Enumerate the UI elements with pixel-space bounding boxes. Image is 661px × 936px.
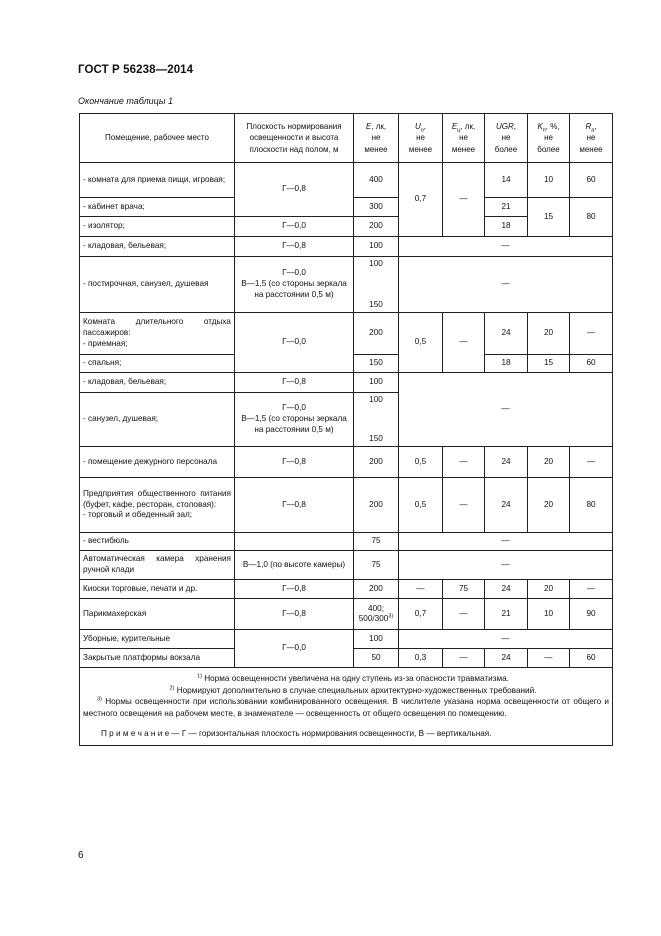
plane-cell xyxy=(235,393,354,447)
e-cell: 200 xyxy=(354,478,399,533)
plane-horizontal: Г—0,0 xyxy=(282,268,306,278)
merged-dash-cell: — xyxy=(399,630,613,649)
ra-cell: 80 xyxy=(570,198,613,237)
e-cell: 200 xyxy=(354,217,399,237)
ecz-cell: — xyxy=(443,447,485,478)
e-value-horizontal: 100 xyxy=(369,394,383,404)
footnote-ref: 3) xyxy=(388,613,394,620)
table-row xyxy=(80,373,613,393)
row-name: - кладовая, бельевая; xyxy=(80,373,235,393)
group-sub-item: - торговый и обеденный зал; xyxy=(83,510,193,520)
ugr-cell: 14 xyxy=(485,163,528,198)
e-cell: 100 xyxy=(354,630,399,649)
e-cell: 400 xyxy=(354,163,399,198)
row-name xyxy=(80,313,235,355)
ugr-cell: 21 xyxy=(485,599,528,630)
row-name: - кабинет врача; xyxy=(80,198,235,217)
e-value-vertical: 150 xyxy=(369,433,383,443)
table-caption: Окончание таблицы 1 xyxy=(78,96,173,106)
plane-cell: Г—0,8 xyxy=(235,478,354,533)
kp-cell: 20 xyxy=(528,447,570,478)
ra-cell: 90 xyxy=(570,599,613,630)
plane-cell: Г—0,8 xyxy=(235,373,354,393)
col-ra-header: $R_а$, не менее xyxy=(570,114,613,163)
illumination-norms-table xyxy=(79,113,613,746)
plane-cell: Г—0,0 xyxy=(235,313,354,373)
row-name: Автоматическая камера хранения ручной клади xyxy=(80,551,235,580)
e-cell: 200 xyxy=(354,313,399,355)
kp-cell: — xyxy=(528,649,570,668)
plane-cell: Г—0,8 xyxy=(235,580,354,599)
row-name: Уборные, курительные xyxy=(80,630,235,649)
e-value: 400; 500/300 xyxy=(358,603,389,623)
kp-cell: 15 xyxy=(528,198,570,237)
e-value-horizontal: 100 xyxy=(369,258,383,268)
merged-dash-cell: — xyxy=(399,237,613,257)
plane-vertical: В—1,5 (со стороны зеркала на расстоянии 0,5 м) xyxy=(241,279,347,299)
footnote-mark: 1) xyxy=(197,673,202,680)
merged-dash-cell: — xyxy=(399,533,613,551)
ecz-cell: — xyxy=(443,478,485,533)
uo-cell: 0,5 xyxy=(399,478,443,533)
row-name: Парикмахерская xyxy=(80,599,235,630)
plane-cell: Г—0,8 xyxy=(235,447,354,478)
note-label: П р и м е ч а н и е — xyxy=(101,729,180,739)
table-row xyxy=(80,237,613,257)
group-heading: Комната длительного отдыха пассажиров: xyxy=(83,317,231,338)
ecz-cell: — xyxy=(443,313,485,373)
ra-cell: 80 xyxy=(570,478,613,533)
ecz-cell: — xyxy=(443,599,485,630)
group-sub-item: - приемная; xyxy=(83,338,128,348)
ugr-cell: 21 xyxy=(485,198,528,217)
group-heading: Предприятия общественного питания (буфет, кафе, ресторан, столовая): xyxy=(83,488,231,509)
e-cell: 75 xyxy=(354,533,399,551)
table-note xyxy=(83,728,609,739)
e-cell: 200 xyxy=(354,580,399,599)
table-row xyxy=(80,313,613,355)
ugr-cell: 24 xyxy=(485,580,528,599)
merged-dash-cell: — xyxy=(399,373,613,447)
col-plane-header: Плоскость нормирования освещенности и высота плоскости над полом, м xyxy=(235,114,354,163)
row-name: - спальня; xyxy=(80,355,235,373)
e-cell: 200 xyxy=(354,447,399,478)
row-name: Закрытые платформы вокзала xyxy=(80,649,235,668)
e-cell: 100 xyxy=(354,373,399,393)
col-ugr-header: UGR, не более xyxy=(485,114,528,163)
col-room-header: Помещение, рабочее место xyxy=(80,114,235,163)
ra-cell: 60 xyxy=(570,649,613,668)
footnote-mark: 3) xyxy=(97,696,102,703)
table-row xyxy=(80,163,613,198)
footnote-2: $^{2)}$ Нормируют дополнительно в случае специальных архитектурно-художественных требований. xyxy=(169,685,537,695)
plane-cell xyxy=(235,533,354,551)
table-row xyxy=(80,478,613,533)
plane-cell: Г—0,8 xyxy=(235,599,354,630)
ugr-cell: 24 xyxy=(485,447,528,478)
kp-cell: 20 xyxy=(528,580,570,599)
row-name: - комната для приема пищи, игровая; xyxy=(80,163,235,198)
merged-dash-cell: — xyxy=(399,551,613,580)
plane-cell: В—1,0 (по высоте камеры) xyxy=(235,551,354,580)
row-name xyxy=(80,478,235,533)
uo-cell: 0,5 xyxy=(399,313,443,373)
plane-cell xyxy=(235,257,354,313)
plane-cell: Г—0,0 xyxy=(235,217,354,237)
uo-cell: 0,3 xyxy=(399,649,443,668)
ra-cell: 60 xyxy=(570,355,613,373)
plane-vertical: В—1,5 (со стороны зеркала на расстоянии 0,5 м) xyxy=(241,414,347,434)
row-name: Киоски торговые, печати и др. xyxy=(80,580,235,599)
note-text: Г — горизонтальная плоскость нормирования освещенности, В — вертикальная. xyxy=(181,729,492,739)
table-row xyxy=(80,599,613,630)
table-row xyxy=(80,580,613,599)
ecz-cell: 75 xyxy=(443,580,485,599)
footnotes-row xyxy=(80,668,613,746)
ra-cell: — xyxy=(570,447,613,478)
uo-cell: — xyxy=(399,580,443,599)
ugr-cell: 24 xyxy=(485,313,528,355)
table-row xyxy=(80,533,613,551)
kp-cell: 10 xyxy=(528,599,570,630)
e-cell: 50 xyxy=(354,649,399,668)
table-row xyxy=(80,630,613,649)
kp-cell: 20 xyxy=(528,313,570,355)
row-name: - вестибюль xyxy=(80,533,235,551)
ugr-cell: 18 xyxy=(485,355,528,373)
e-cell: 300 xyxy=(354,198,399,217)
plane-cell: Г—0,8 xyxy=(235,163,354,217)
kp-cell: 20 xyxy=(528,478,570,533)
e-cell xyxy=(354,257,399,313)
col-uo-header: $U_o$, не менее xyxy=(399,114,443,163)
uo-cell: 0,7 xyxy=(399,163,443,237)
merged-dash-cell: — xyxy=(399,257,613,313)
plane-cell: Г—0,8 xyxy=(235,237,354,257)
uo-cell: 0,5 xyxy=(399,447,443,478)
page-number: 6 xyxy=(78,850,84,861)
footnotes-cell xyxy=(80,668,613,746)
table-row xyxy=(80,257,613,313)
ra-cell: — xyxy=(570,580,613,599)
table-header-row xyxy=(80,114,613,163)
e-value-vertical: 150 xyxy=(369,299,383,309)
col-ecz-header: $E_ц$, лк, не менее xyxy=(443,114,485,163)
plane-cell: Г—0,0 xyxy=(235,630,354,668)
document-code: ГОСТ Р 56238—2014 xyxy=(78,64,194,76)
e-cell: 100 xyxy=(354,237,399,257)
table-row xyxy=(80,447,613,478)
ugr-cell: 18 xyxy=(485,217,528,237)
kp-cell: 15 xyxy=(528,355,570,373)
footnote-1: $^{1)}$ Норма освещенности увеличена на одну ступень из-за опасности травматизма. xyxy=(197,673,509,684)
e-cell xyxy=(354,393,399,447)
row-name: - постирочная, санузел, душевая xyxy=(80,257,235,313)
ra-cell: 60 xyxy=(570,163,613,198)
plane-horizontal: Г—0,0 xyxy=(282,403,306,413)
ugr-cell: 24 xyxy=(485,649,528,668)
footnote-3: $^{3)}$ Нормы освещенности при использовании комбинированного освещения. В числителе указана норма освещенности от общего и местного освещения на рабочем месте, в знаменателе — освещенность от общего освещения по помещению. xyxy=(83,696,609,718)
e-cell: 75 xyxy=(354,551,399,580)
kp-cell: 10 xyxy=(528,163,570,198)
e-cell: 150 xyxy=(354,355,399,373)
row-name: - помещение дежурного персонала xyxy=(80,447,235,478)
row-name: - санузел, душевая; xyxy=(80,393,235,447)
uo-cell: 0,7 xyxy=(399,599,443,630)
table-row xyxy=(80,551,613,580)
ecz-cell: — xyxy=(443,163,485,237)
col-kp-header: $K_п$, %, не более xyxy=(528,114,570,163)
row-name: - кладовая, бельевая; xyxy=(80,237,235,257)
ugr-cell: 24 xyxy=(485,478,528,533)
col-e-header: E, лк, не менее xyxy=(354,114,399,163)
ra-cell: — xyxy=(570,313,613,355)
ecz-cell: — xyxy=(443,649,485,668)
footnote-mark: 2) xyxy=(169,685,175,692)
e-cell xyxy=(354,599,399,630)
row-name: - изолятор; xyxy=(80,217,235,237)
